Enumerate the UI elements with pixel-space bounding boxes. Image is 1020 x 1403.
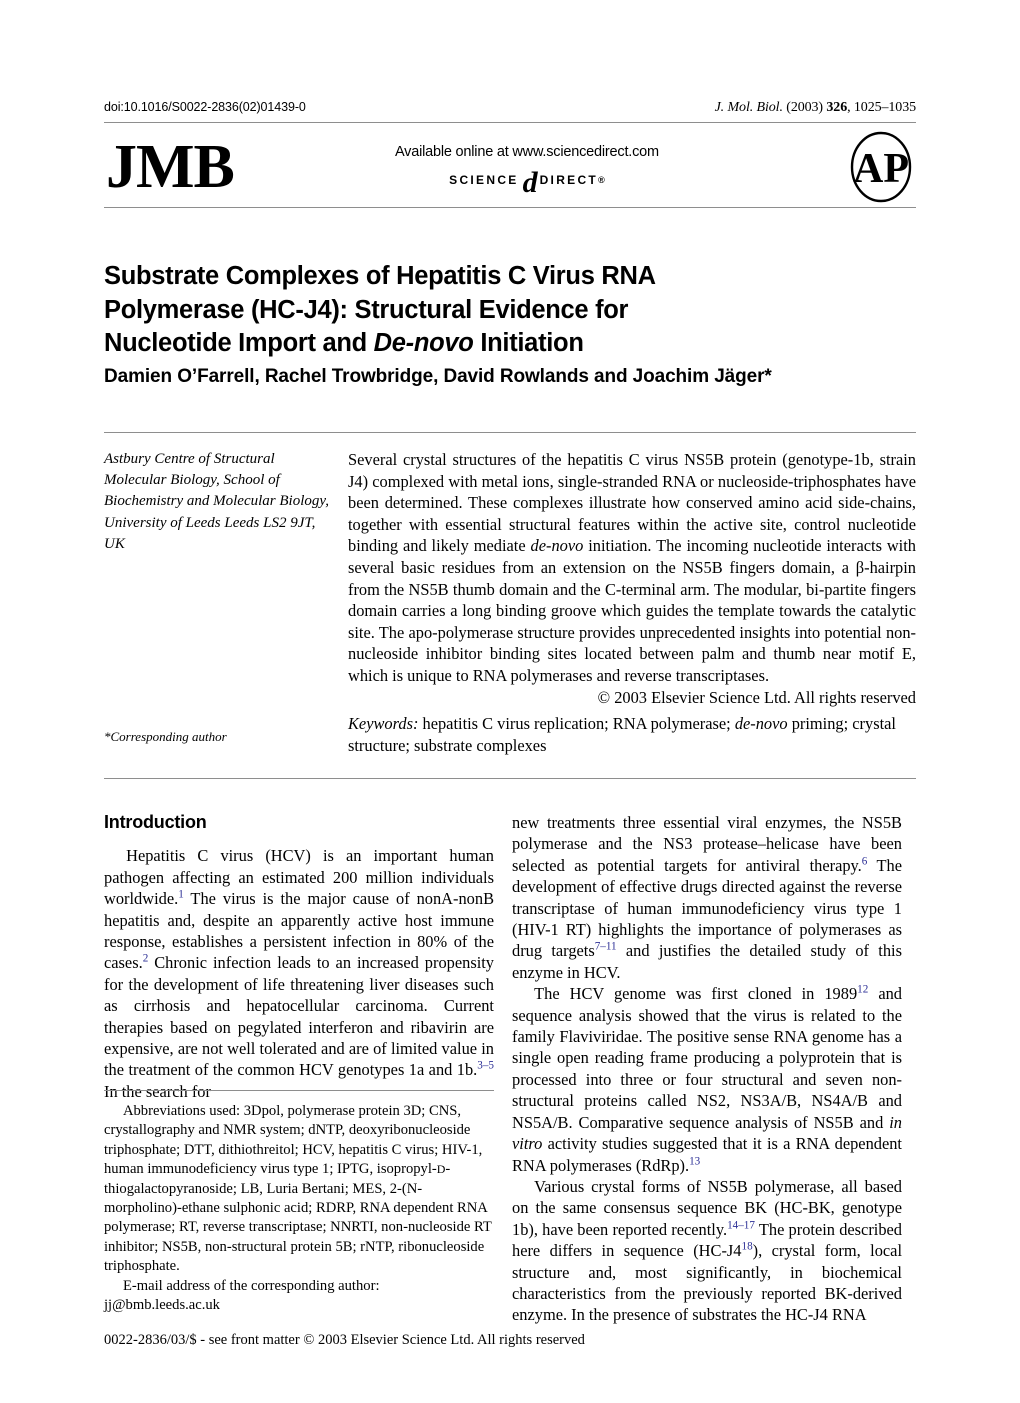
jmb-logo: JMB [106,133,234,201]
logo-divider [104,207,916,208]
abstract-part-2: initiation. The incoming nucleotide interacts with several basic residues from an extension on the NS5B fingers domain, a β-hairpin from the NS5B thumb domain and the C-terminal arm. The modular, bi-partite fingers domain carries a long binding groove which guides the template towards the catalytic site. The apo-polymerase structure provides unprecedented insights into potential non-nucleoside inhibitor binding sites located between palm and thumb near motif E, which is unique to RNA polymerases and reverse transcriptases. [348,536,916,685]
keywords-italic-de-novo: de-novo [734,714,788,733]
sciencedirect-word-direct: DIRECT [539,172,599,187]
abstract-part-1: Several crystal structures of the hepatitis C virus NS5B protein (genotype-1b, strain J4) complexed with metal ions, single-stranded RNA or nucleoside-triphosphates have been determined. These complexes illustrate how conserved amino acid side-chains, together with essential structural features within the active site, control nucleotide binding and likely mediate [348,450,916,556]
footnote-block [104,1102,494,1315]
citation-ref-6[interactable]: 6 [861,855,868,868]
abstract-copyright: © 2003 Elsevier Science Ltd. All rights reserved [597,687,916,707]
sciencedirect-url-text: Available online at www.sciencedirect.com [394,143,659,160]
intro-paragraph-right-3 [512,1176,902,1326]
abbreviations-italic-n: N [406,1180,418,1197]
header-divider [104,122,916,123]
citation-ref-14-17[interactable]: 14–17 [727,1219,755,1232]
intro-paragraph-right-2 [512,983,902,1176]
academic-press-logo [850,131,912,203]
doi-text: doi:10.1016/S0022-2836(02)01439-0 [104,100,306,114]
citation-ref-3-5[interactable]: 3–5 [477,1060,494,1072]
abbreviations-paragraph [104,1102,494,1277]
intro-paragraph-right-1 [512,812,902,983]
citation-ref-12[interactable]: 12 [857,983,869,996]
sciencedirect-word-science: SCIENCE [449,172,519,187]
abstract-bottom-divider [104,778,916,779]
sciencedirect-d-icon: d [522,165,538,199]
title-line-3-suffix: Initiation [473,329,584,358]
intro-paragraph-left [104,845,494,1102]
journal-volume: 326 [826,100,848,115]
logo-band [104,128,916,206]
section-heading-introduction: Introduction [104,812,207,832]
header-meta [104,100,916,116]
citation-ref-2[interactable]: 2 [142,952,149,965]
citation-ref-7-11[interactable]: 7–11 [594,940,617,953]
page-footer: 0022-2836/03/$ - see front matter © 2003 Elsevier Science Ltd. All rights reserved [104,1332,585,1348]
title-line-2: Polymerase (HC-J4): Structural Evidence for [104,295,629,324]
keywords-label: Keywords: [348,714,419,733]
sciencedirect-wordmark [395,165,659,199]
intro-right-text-c: and justifies the detailed study of this enzyme in HCV. [512,941,902,982]
journal-name: J. Mol. Biol. [714,100,783,115]
page-title [104,260,804,361]
abstract-top-divider [104,432,916,433]
abstract-italic-de-novo: de-novo [530,536,584,556]
body-column-left [104,812,494,1102]
intro-right2-text-a: The HCV genome was first cloned in 1989 [534,984,858,1004]
intro-left-text-a: Hepatitis C virus (HCV) is an important human pathogen affecting an estimated 200 million individuals worldwide. [104,846,494,909]
keywords-block [348,713,916,756]
author-list: Damien O’Farrell, Rachel Trowbridge, David Rowlands and Joachim Jäger* [104,366,772,387]
intro-right2-text-b: and sequence analysis showed that the virus is related to the family Flaviviridae. The positive sense RNA genome has a single open reading frame producing a polyprotein that is processed into three or four structural and seven non-structural proteins called NS2, NS3A/B, NS4A/B and NS5A/B. Comparative sequence analysis of NS5B and [512,984,902,1132]
svg-text:AP: AP [852,146,909,192]
corresponding-author-note: *Corresponding author [104,729,227,744]
abstract-paragraph [348,449,916,687]
sciencedirect-logo [394,143,659,199]
journal-year: (2003) [782,100,827,115]
abstract-block [348,449,916,708]
intro-left-text-b: The virus is the major cause of nonA-nonB hepatitis and, despite an apparently active host immune response, establishes a persistent infection in 80% of the cases. [104,889,494,973]
registered-trademark-icon: ® [598,174,605,185]
abbreviations-text-b: -thiogalactopyranoside; LB, Luria Bertani; MES, 2-( [104,1161,451,1197]
intro-left-text-d: In the search for [104,1081,211,1101]
abbreviations-smallcap-d: D [436,1162,446,1177]
intro-right-text-a: new treatments three essential viral enzymes, the NS5B polymerase and the NS3 protease–helicase have been selected as potential targets for antiviral therapy. [512,813,902,875]
journal-pages: , 1025–1035 [847,100,916,115]
citation-ref-1[interactable]: 1 [178,888,184,901]
footnote-divider [104,1090,494,1091]
citation-ref-18[interactable]: 18 [741,1240,753,1253]
title-line-1: Substrate Complexes of Hepatitis C Virus RNA [104,262,656,291]
email-label: E-mail address of the corresponding author: [122,1277,380,1294]
intro-right2-italic-in-vitro: in vitro [512,1112,902,1154]
title-line-3-italic: De-novo [373,329,474,358]
keywords-part-2: priming; crystal structure; substrate complexes [348,714,896,755]
keywords-part-1: hepatitis C virus replication; RNA polymerase; [418,714,735,733]
email-paragraph [104,1277,494,1316]
abbreviations-text-a: 3Dpol, polymerase protein 3D; CNS, crystallography and NMR system; dNTP, deoxyribonucleoside triphosphate; DTT, dithiothreitol; HCV, hepatitis C virus; HIV-1, human immunodeficiency virus type 1; IPTG, isopropyl- [104,1103,483,1178]
intro-right-text-b: The development of effective drugs directed against the reverse transcriptase of human immunodeficiency virus type 1 (HIV-1 RT) highlights the importance of polymerases as drug targets [512,855,902,961]
intro-left-text-c: Chronic infection leads to an increased propensity for the development of life threatening liver diseases such as cirrhosis and hepatocellular carcinoma. Current therapies based on pegylated interferon and ribavirin are expensive, are not well tolerated and are of limited value in the treatment of the common HCV genotypes 1a and 1b. [104,953,494,1080]
title-line-3-prefix: Nucleotide Import and [104,329,374,358]
intro-right3-text-c: ), crystal form, local structure and, most significantly, in biochemical characteristics from the previously reported BK-derived enzyme. In the presence of substrates the HC-J4 RNA [512,1241,902,1325]
affiliation-block: Astbury Centre of Structural Molecular Biology, School of Biochemistry and Molecular Biology, University of Leeds Leeds LS2 9JT, UK [104,451,329,552]
intro-right2-text-c: activity studies suggested that it is a RNA dependent RNA polymerases (RdRp). [512,1134,902,1175]
intro-right3-text-a: Various crystal forms of NS5B polymerase, all based on the same consensus sequence BK (HC-BK, genotype 1b), have been reported recently. [512,1176,902,1239]
abbreviations-label: Abbreviations used: [122,1103,241,1119]
email-address[interactable]: jj@bmb.leeds.ac.uk [104,1297,220,1314]
abbreviations-text-c: -morpholino)-ethane sulphonic acid; RDRP, RNA dependent RNA polymerase; RT, reverse transcriptase; NNRTI, non-nucleoside RT inhibitor; NS5B, non-structural protein 5B; rNTP, ribonucleoside triphosphate. [104,1180,492,1275]
citation-ref-13[interactable]: 13 [689,1155,701,1168]
journal-reference [715,100,916,116]
intro-right3-text-b: The protein described here differs in sequence (HC-J4 [512,1219,902,1261]
body-column-right [512,812,902,1326]
